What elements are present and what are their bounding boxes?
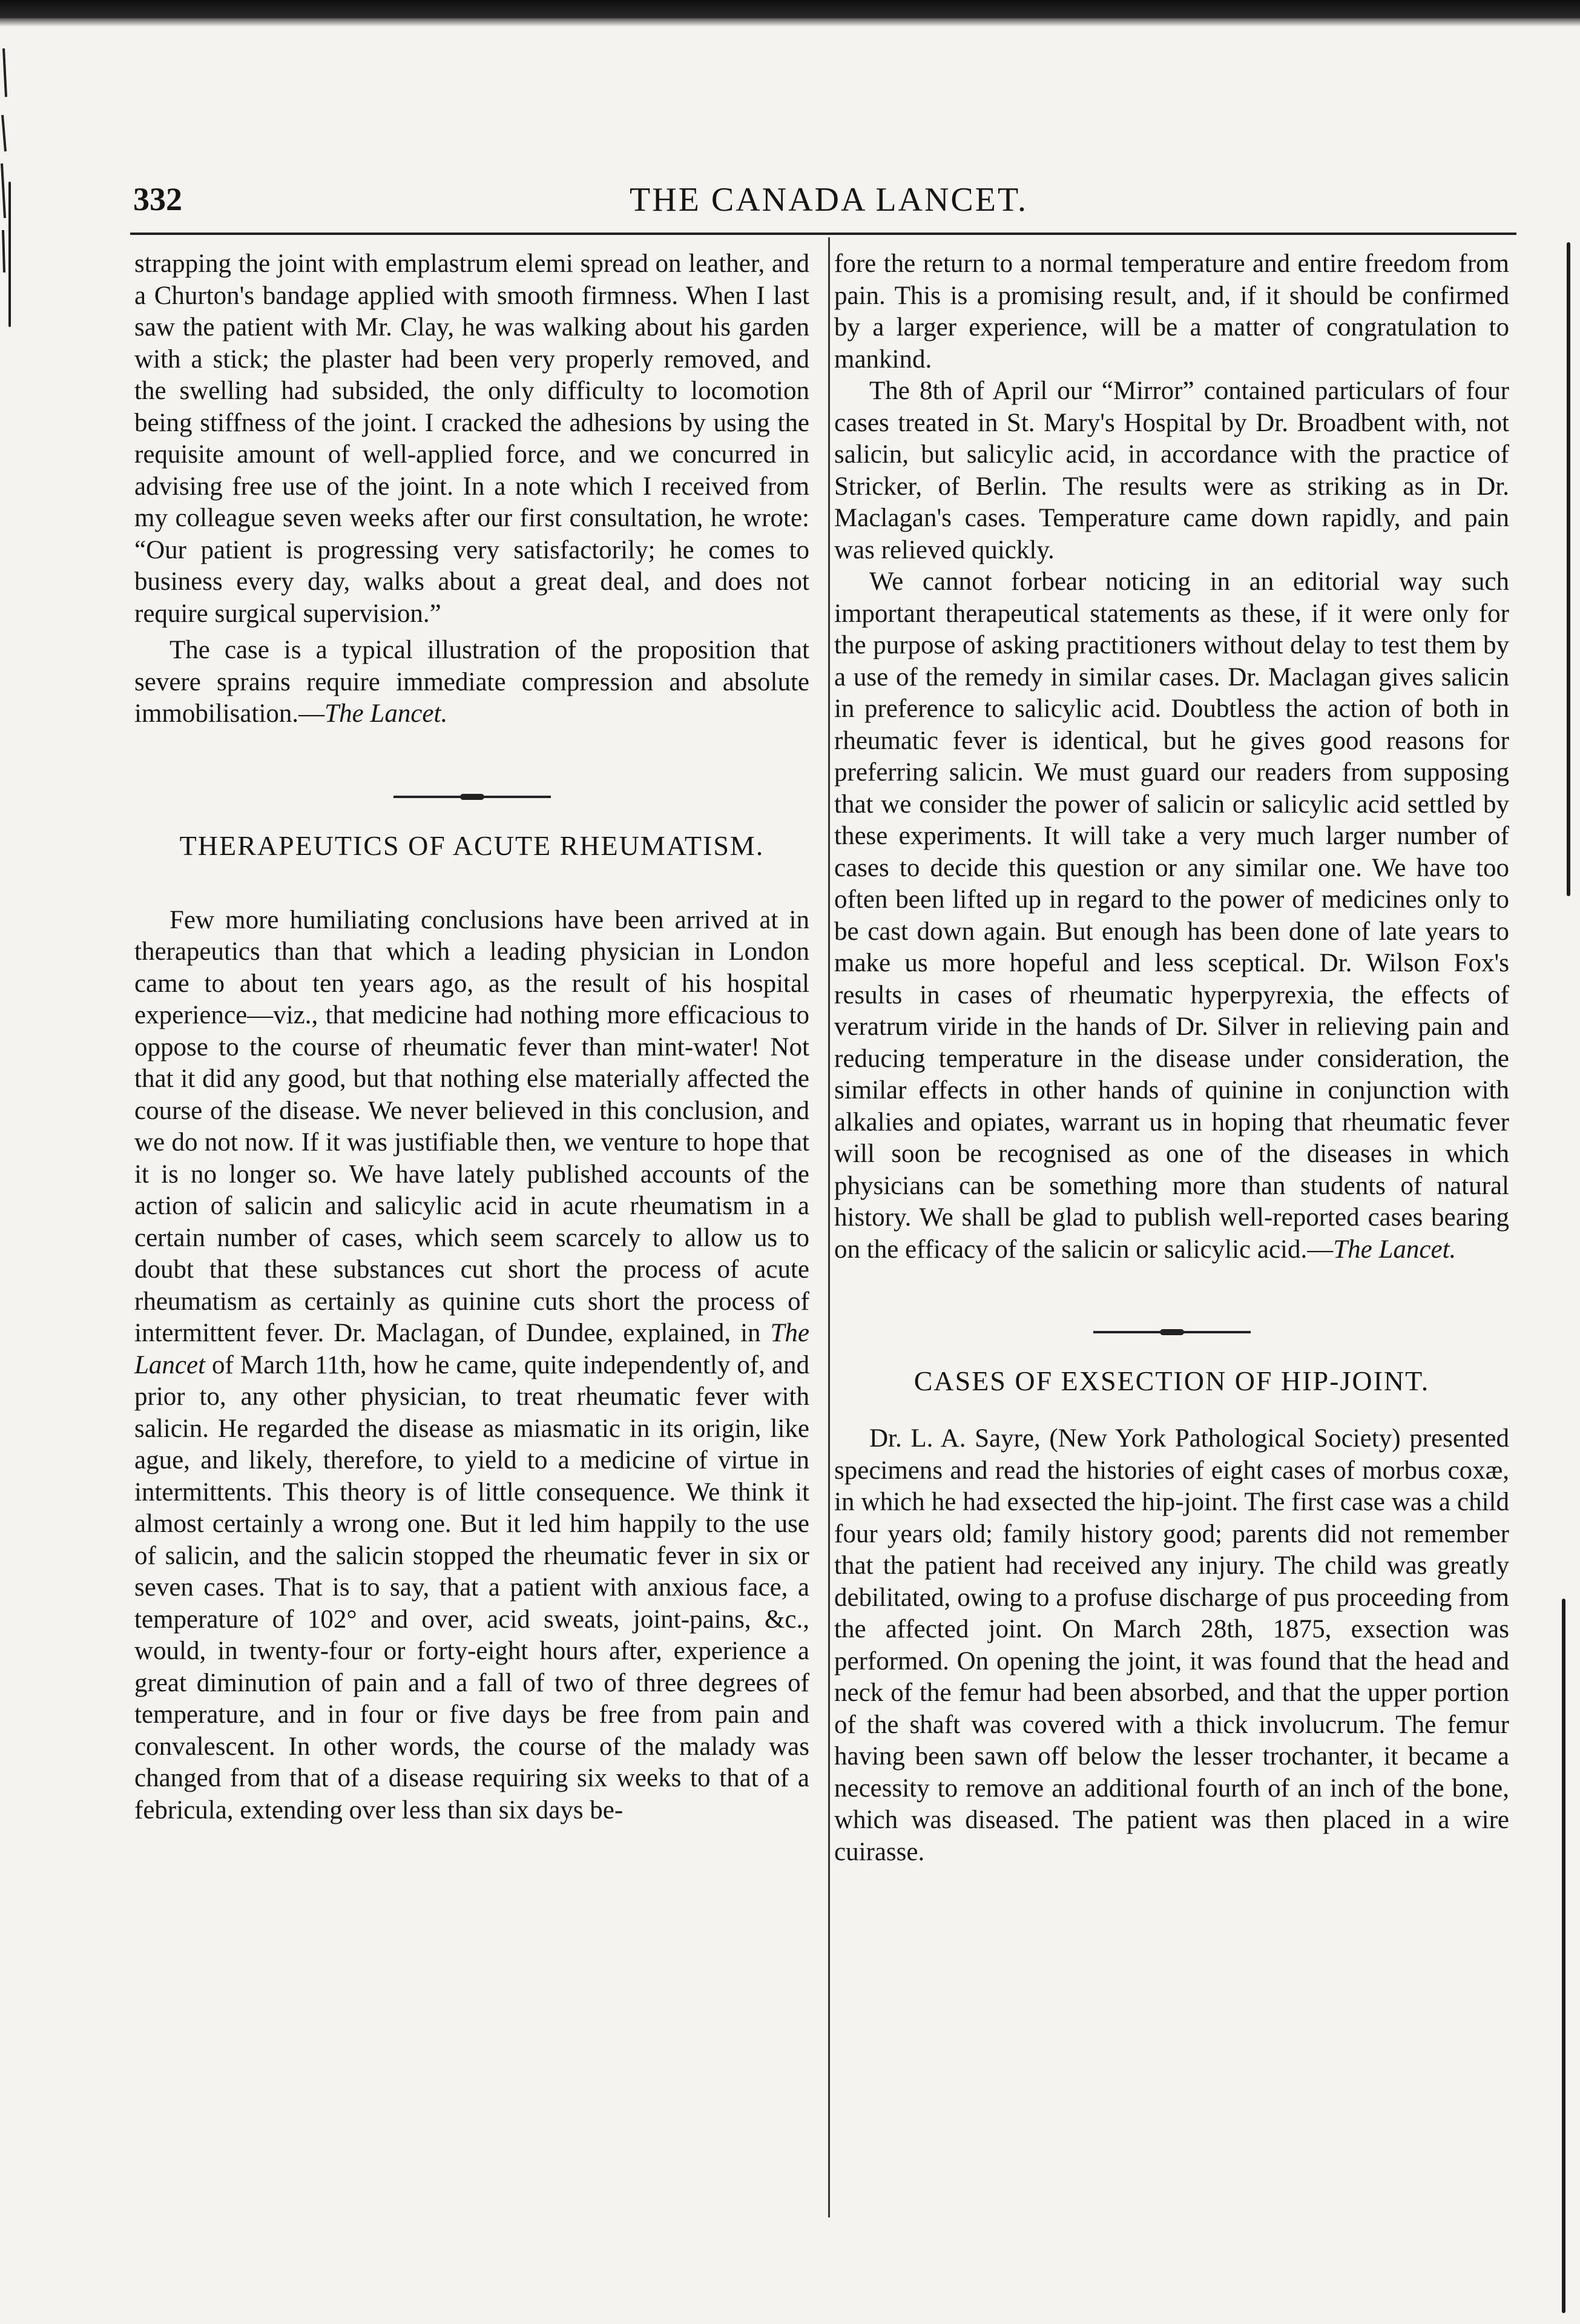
page-number: 332: [133, 181, 182, 217]
paragraph: The 8th of April our “Mirror” contained particulars of four cases treated in St. Mary's Hospital by Dr. Broadbent with, not salicin, but salicylic acid, in accordance with the practice of Stricker, of Berlin. The results were as striking as in Dr. Maclagan's cases. Temperature came down rapidly, and pain was relieved quickly.: [834, 377, 1509, 564]
scan-top-shadow: [0, 0, 1580, 18]
paragraph: fore the return to a normal temperature and entire freedom from pain. This is a promising result, and, if it should be confirmed by a larger experience, will be a matter of congratulation to mankind.: [834, 249, 1509, 374]
paragraph: Dr. L. A. Sayre, (New York Pathological Society) presented specimens and read the histories of eight cases of morbus coxæ, in which he had exsected the hip-joint. The first case was a child four years old; family history good; parents did not remember that the patient had received any injury. The child was greatly debilitated, owing to a profuse discharge of pus proceeding from the affected joint. On March 28th, 1875, exsection was performed. On opening the joint, it was found that the head and neck of the femur had been absorbed, and that the upper portion of the shaft was covered with a thick involucrum. The femur having been sawn off below the lesser trochanter, it became a necessity to remove an additional fourth of an inch of the bone, which was diseased. The patient was then placed in a wire cuirasse.: [834, 1424, 1509, 1866]
page-header: [133, 180, 1513, 229]
left-margin-mark: [8, 182, 11, 327]
right-edge-line-1: [1567, 242, 1570, 896]
binding-marks: [0, 24, 24, 279]
header-rule: [130, 233, 1516, 235]
paragraph: strapping the joint with emplastrum elemi spread on leather, and a Churton's bandage applied with smooth firmness. When I last saw the patient with Mr. Clay, he was walking about his garden with a stick; the plaster had been very properly removed, and the swelling had subsided, the only difficulty to locomotion being stiffness of the joint. I cracked the adhesions by using the requisite amount of well-applied force, and we concurred in advising free use of the joint. In a note which I received from my colleague seven weeks after our first consultation, he wrote: “Our patient is progressing very satisfactorily; he comes to business every day, walks about a great deal, and does not require surgical supervision.”: [134, 249, 809, 628]
section-separator: [1093, 1331, 1251, 1333]
column-divider: [828, 237, 830, 2217]
paragraph: We cannot forbear noticing in an editorial way such important therapeutical statements as these, if it were only for the purpose of asking practitioners without delay to test them by a use of the remedy in similar cases. Dr. Maclagan gives salicin in preference to salicylic acid. Doubtless the action of both in rheumatic fever is identical, but he gives good reasons for preferring salicin. We must guard our readers from supposing that we consider the power of salicin or salicylic acid settled by these experiments. It will take a very much larger number of cases to decide this question or any similar one. We have too often been lifted up in regard to the power of medicines only to be cast down again. But enough has been done of late years to make us more hopeful and less sceptical. Dr. Wilson Fox's results in cases of rheumatic hyperpyrexia, the effects of veratrum viride in the hands of Dr. Silver in relieving pain and reducing temperature in the disease under consideration, the similar effects in other hands of quinine in conjunction with alkalies and opiates, warrant us in hoping that rheumatic fever will soon be recognised as one of the diseases in which physicians can be something more than students of natural history. We shall be glad to publish well-reported cases bearing on the efficacy of the salicin or salicylic acid.—The Lancet.: [834, 567, 1509, 1264]
section-heading: CASES OF EXSECTION OF HIP-JOINT.: [913, 1365, 1430, 1396]
citation: The Lancet: [134, 1319, 809, 1379]
section-heading: THERAPEUTICS OF ACUTE RHEUMATISM.: [179, 830, 765, 861]
citation: The Lancet.: [1333, 1235, 1457, 1264]
right-column: [834, 248, 1509, 1868]
paragraph: The case is a typical illustration of the proposition that severe sprains require immediate compression and absolute immobilisation.—The Lancet.: [134, 636, 809, 728]
journal-title: THE CANADA LANCET.: [630, 181, 1029, 219]
scan-top-fade: [0, 18, 1580, 27]
right-edge-line-2: [1562, 1599, 1565, 2313]
section-separator: [393, 796, 551, 798]
left-column: [134, 248, 809, 1826]
citation: The Lancet.: [324, 699, 448, 728]
paragraph: Few more humiliating conclusions have been arrived at in therapeutics than that which a leading physician in London came to about ten years ago, as the result of his hospital experience—viz., that medicine had nothing more efficacious to oppose to the course of rheumatic fever than mint-water! Not that it did any good, but that nothing else materially affected the course of the disease. We never believed in this conclusion, and we do not now. If it was justifiable then, we venture to hope that it is no longer so. We have lately published accounts of the action of salicin and salicylic acid in acute rheumatism in a certain number of cases, which seem scarcely to allow us to doubt that these substances cut short the process of acute rheumatism as certainly as quinine cuts short the process of intermittent fever. Dr. Maclagan, of Dundee, explained, in The Lancet of March 11th, how he came, quite independently of, and prior to, any other physician, to treat rheumatic fever with salicin. He regarded the disease as miasmatic in its origin, like ague, and likely, therefore, to yield to a medicine of virtue in intermittents. This theory is of little consequence. We think it almost certainly a wrong one. But it led him happily to the use of salicin, and the salicin stopped the rheumatic fever in six or seven cases. That is to say, that a patient with anxious face, a temperature of 102° and over, acid sweats, joint-pains, &c., would, in twenty-four or forty-eight hours after, experience a great diminution of pain and a fall of two of three degrees of temperature, and in four or five days be free from pain and convalescent. In other words, the course of the malady was changed from that of a disease requiring six weeks to that of a febricula, extending over less than six days be-: [134, 905, 809, 1824]
